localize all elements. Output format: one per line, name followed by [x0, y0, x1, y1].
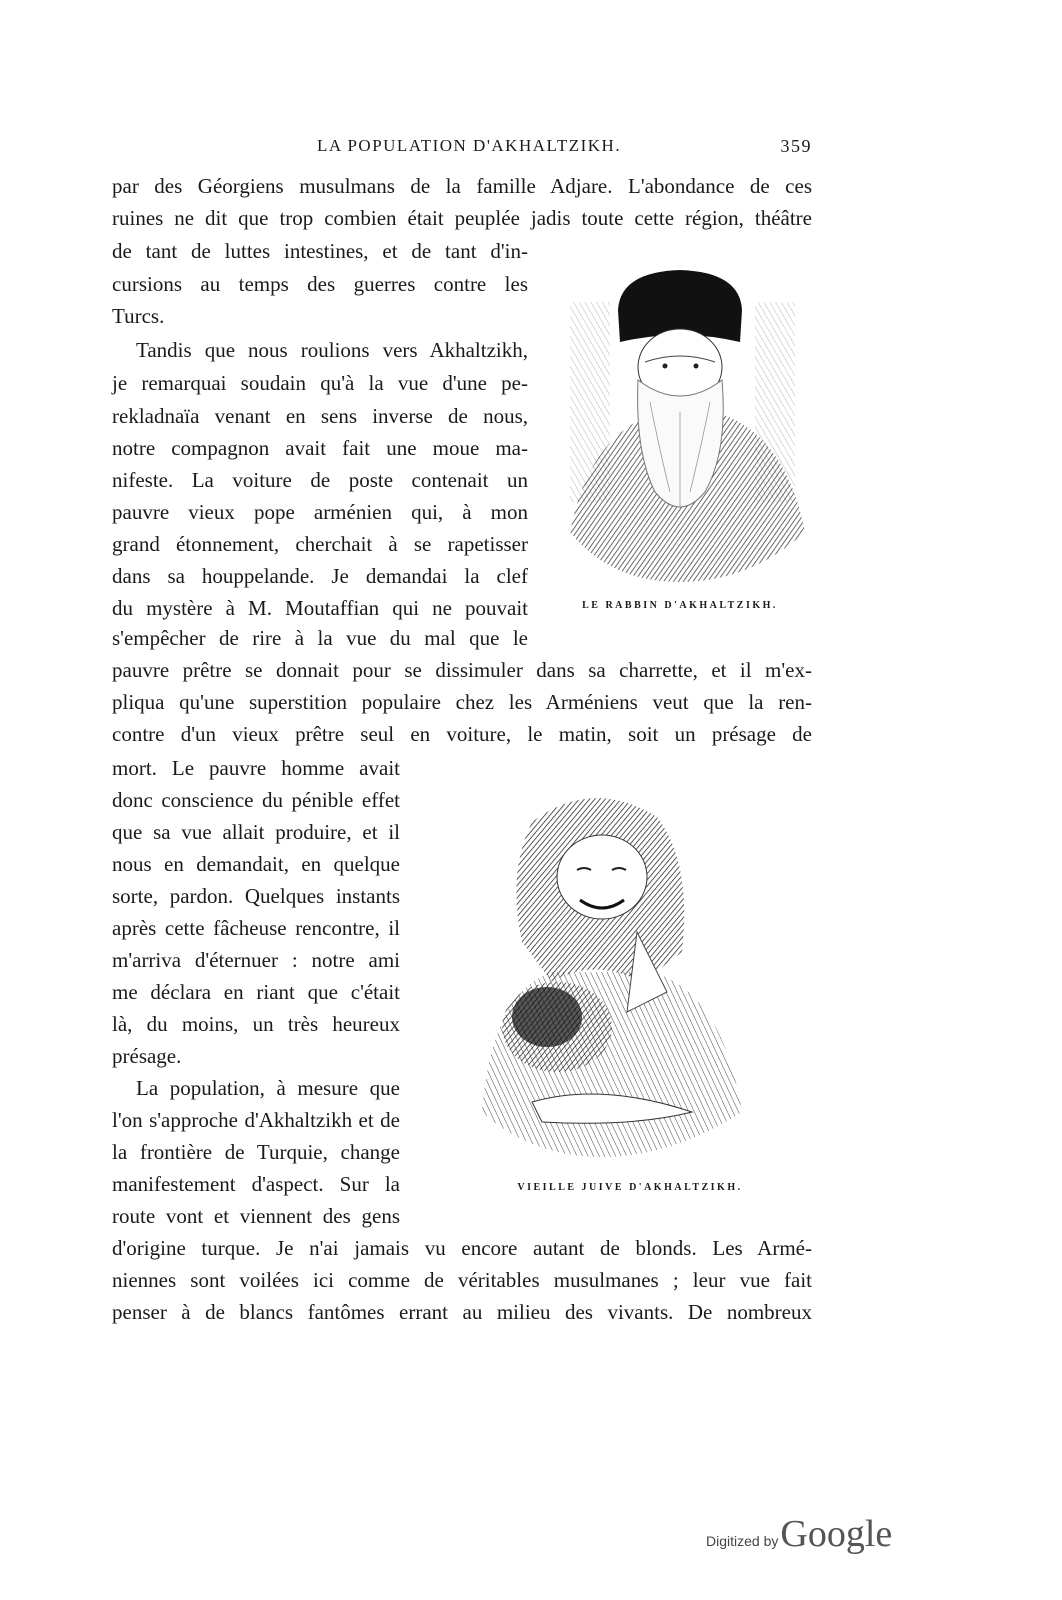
text-line: donc conscience du pénible effet: [112, 788, 400, 812]
text-line: je remarquai soudain qu'à la vue d'une pe-: [112, 371, 528, 395]
text-line: contre d'un vieux prêtre seul en voiture, le matin, soit un présage de: [112, 722, 812, 746]
text-line: Turcs.: [112, 304, 165, 328]
text-line: dans sa houppelande. Je demandai la clef: [112, 564, 528, 588]
running-title: LA POPULATION D'AKHALTZIKH.: [317, 136, 622, 155]
text-line: pauvre vieux pope arménien qui, à mon: [112, 500, 528, 524]
text-line: mort. Le pauvre homme avait: [112, 756, 400, 780]
running-head: [112, 136, 812, 162]
text-line: ruines ne dit que trop combien était peuplée jadis toute cette région, théâtre: [112, 206, 812, 230]
text-line: me déclara en riant que c'était: [112, 980, 400, 1004]
digitized-by-text: Digitized by: [706, 1533, 779, 1549]
text-line: pauvre prêtre se donnait pour se dissimuler dans sa charrette, et il m'ex-: [112, 658, 812, 682]
text-line: pliqua qu'une superstition populaire chez les Arméniens veut que la ren-: [112, 690, 812, 714]
text-line: cursions au temps des guerres contre les: [112, 272, 528, 296]
page-number: 359: [780, 136, 812, 156]
text-line: là, du moins, un très heureux: [112, 1012, 400, 1036]
text-line: du mystère à M. Moutaffian qui ne pouvait: [112, 596, 528, 620]
text-line: m'arriva d'éternuer : notre ami: [112, 948, 400, 972]
text-line: Tandis que nous roulions vers Akhaltzikh,: [136, 338, 528, 362]
text-line: route vont et viennent des gens: [112, 1204, 400, 1228]
text-line: niennes sont voilées ici comme de véritables musulmanes ; leur vue fait: [112, 1268, 812, 1292]
text-line: la frontière de Turquie, change: [112, 1140, 400, 1164]
text-line: présage.: [112, 1044, 182, 1068]
text-line: manifestement d'aspect. Sur la: [112, 1172, 400, 1196]
old-woman-engraving: [452, 782, 787, 1167]
google-logo: Google: [780, 1513, 893, 1555]
old-woman-caption: VIEILLE JUIVE D'AKHALTZIKH.: [517, 1182, 743, 1193]
rabbi-engraving: [550, 262, 815, 592]
text-line: de tant de luttes intestines, et de tant d'in-: [112, 239, 528, 263]
text-line: que sa vue allait produire, et il: [112, 820, 400, 844]
text-line: après cette fâcheuse rencontre, il: [112, 916, 400, 940]
text-line: sorte, pardon. Quelques instants: [112, 884, 400, 908]
text-line: grand étonnement, cherchait à se rapetisser: [112, 532, 528, 556]
text-line: La population, à mesure que: [136, 1076, 400, 1100]
text-line: d'origine turque. Je n'ai jamais vu encore autant de blonds. Les Armé-: [112, 1236, 812, 1260]
text-line: rekladnaïa venant en sens inverse de nous,: [112, 404, 528, 428]
text-line: penser à de blancs fantômes errant au milieu des vivants. De nombreux: [112, 1300, 812, 1324]
text-line: nous en demandait, en quelque: [112, 852, 400, 876]
text-line: notre compagnon avait fait une moue ma-: [112, 436, 528, 460]
text-line: nifeste. La voiture de poste contenait un: [112, 468, 528, 492]
digitization-mark: [706, 1512, 916, 1555]
text-line: s'empêcher de rire à la vue du mal que le: [112, 626, 528, 650]
text-line: par des Géorgiens musulmans de la famille Adjare. L'abondance de ces: [112, 174, 812, 198]
text-line: l'on s'approche d'Akhaltzikh et de: [112, 1108, 400, 1132]
rabbi-caption: LE RABBIN D'AKHALTZIKH.: [582, 600, 778, 611]
